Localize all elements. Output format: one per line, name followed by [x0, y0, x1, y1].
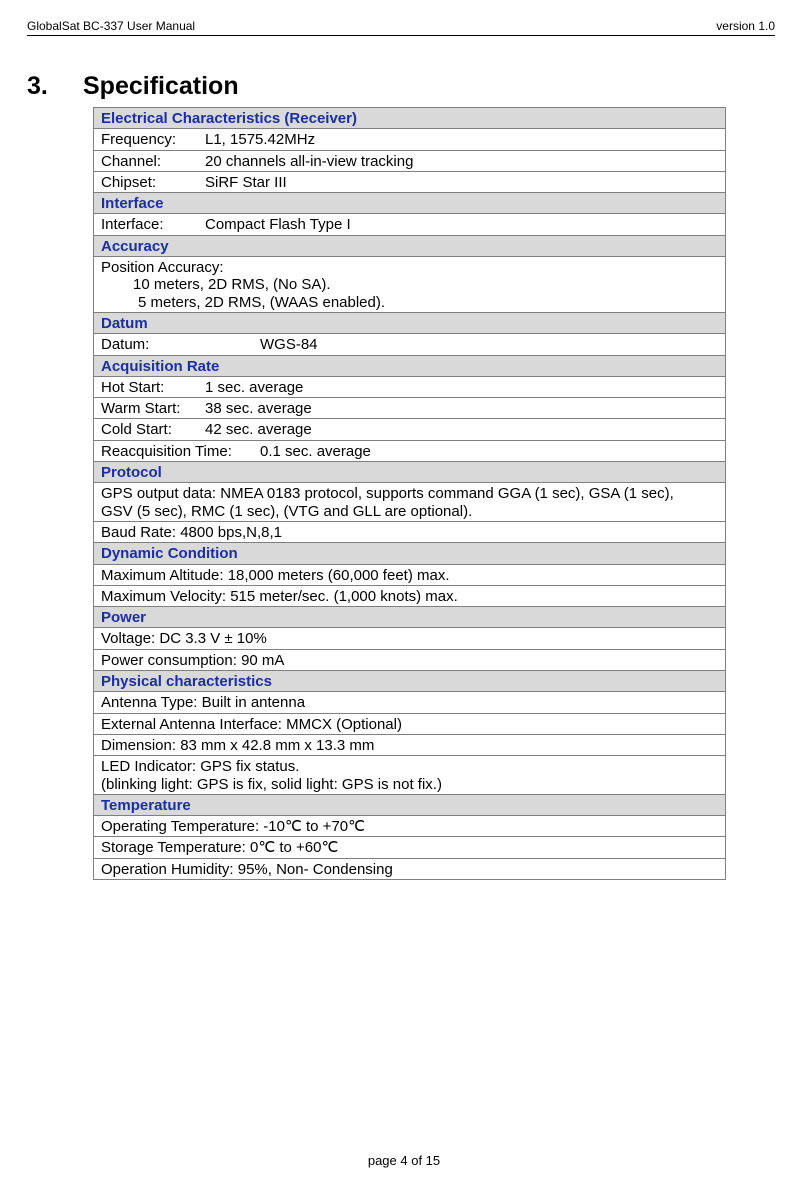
section-row-electrical — [94, 108, 726, 129]
section-heading — [27, 72, 239, 101]
spec-label: Warm Start: — [101, 400, 181, 418]
page-number: page 4 of 15 — [367, 1153, 441, 1168]
spec-row-frequency — [94, 129, 726, 150]
page-header — [27, 18, 775, 36]
spec-row-gps-output — [94, 483, 726, 522]
spec-row-external-antenna — [94, 713, 726, 734]
spec-label: Interface: — [101, 216, 164, 234]
section-label: Electrical Characteristics (Receiver) — [94, 108, 726, 129]
section-label: Accuracy — [94, 235, 726, 256]
spec-row-consumption — [94, 649, 726, 670]
spec-value: 1 sec. average — [205, 378, 304, 396]
spec-value: 10 meters, 2D RMS, (No SA). — [133, 276, 331, 294]
section-label: Physical characteristics — [94, 671, 726, 692]
section-row-physical — [94, 671, 726, 692]
spec-text: Voltage: DC 3.3 V ± 10% — [94, 628, 726, 649]
spec-text: GSV (5 sec), RMC (1 sec), (VTG and GLL are optional). — [101, 502, 473, 520]
spec-row-storage-temperature — [94, 837, 726, 858]
spec-value: 5 meters, 2D RMS, (WAAS enabled). — [138, 293, 386, 311]
section-row-interface — [94, 193, 726, 214]
spec-row-operating-temperature — [94, 816, 726, 837]
section-label: Datum — [94, 312, 726, 333]
spec-row-altitude — [94, 564, 726, 585]
spec-text: (blinking light: GPS is fix, solid light: GPS is not fix.) — [101, 775, 442, 793]
spec-text: Operating Temperature: -10℃ to +70℃ — [94, 816, 726, 837]
section-label: Interface — [94, 193, 726, 214]
spec-row-cold-start — [94, 419, 726, 440]
spec-label: Cold Start: — [101, 421, 172, 439]
section-row-acquisition — [94, 355, 726, 376]
spec-row-chipset — [94, 171, 726, 192]
section-number: 3. — [27, 72, 48, 100]
spec-value: 38 sec. average — [205, 400, 312, 418]
spec-label: Reacquisition Time: — [101, 442, 232, 460]
section-label: Power — [94, 607, 726, 628]
spec-text: Maximum Altitude: 18,000 meters (60,000 feet) max. — [94, 564, 726, 585]
spec-text: Storage Temperature: 0℃ to +60℃ — [94, 837, 726, 858]
spec-row-dimension — [94, 734, 726, 755]
section-row-dynamic — [94, 543, 726, 564]
spec-text: Baud Rate: 4800 bps,N,8,1 — [94, 521, 726, 542]
spec-text: Power consumption: 90 mA — [94, 649, 726, 670]
spec-text: Operation Humidity: 95%, Non- Condensing — [94, 858, 726, 879]
specification-table — [93, 107, 726, 880]
spec-row-accuracy — [94, 257, 726, 313]
spec-label: Hot Start: — [101, 378, 165, 396]
section-row-accuracy — [94, 235, 726, 256]
spec-row-interface — [94, 214, 726, 235]
section-title: Specification — [83, 72, 239, 100]
spec-row-reacquisition — [94, 440, 726, 461]
spec-value: 20 channels all-in-view tracking — [205, 152, 414, 170]
spec-value: 42 sec. average — [205, 421, 312, 439]
section-label: Protocol — [94, 462, 726, 483]
spec-label: Chipset: — [101, 173, 157, 191]
spec-value: L1, 1575.42MHz — [205, 131, 316, 149]
spec-value: WGS-84 — [260, 336, 318, 354]
spec-text: LED Indicator: GPS fix status. — [101, 758, 300, 776]
section-label: Temperature — [94, 794, 726, 815]
spec-text: Maximum Velocity: 515 meter/sec. (1,000 knots) max. — [94, 585, 726, 606]
spec-row-antenna — [94, 692, 726, 713]
spec-text: Dimension: 83 mm x 42.8 mm x 13.3 mm — [94, 734, 726, 755]
spec-value: 0.1 sec. average — [260, 442, 371, 460]
spec-text: GPS output data: NMEA 0183 protocol, supports command GGA (1 sec), GSA (1 sec), — [101, 485, 674, 503]
section-row-datum — [94, 312, 726, 333]
spec-label: Channel: — [101, 152, 162, 170]
section-row-temperature — [94, 794, 726, 815]
spec-row-velocity — [94, 585, 726, 606]
spec-label: Position Accuracy: — [101, 259, 224, 277]
spec-text: Antenna Type: Built in antenna — [94, 692, 726, 713]
spec-row-hot-start — [94, 376, 726, 397]
spec-row-led — [94, 756, 726, 795]
spec-label: Frequency: — [101, 131, 177, 149]
section-label: Dynamic Condition — [94, 543, 726, 564]
spec-row-channel — [94, 150, 726, 171]
section-label: Acquisition Rate — [94, 355, 726, 376]
spec-value: SiRF Star III — [205, 173, 287, 191]
spec-row-baud — [94, 521, 726, 542]
header-title: GlobalSat BC-337 User Manual — [27, 19, 196, 33]
spec-row-humidity — [94, 858, 726, 879]
header-version: version 1.0 — [716, 19, 775, 33]
section-row-protocol — [94, 462, 726, 483]
spec-row-voltage — [94, 628, 726, 649]
spec-value: Compact Flash Type I — [205, 216, 351, 234]
spec-label: Datum: — [101, 336, 150, 354]
spec-row-datum — [94, 334, 726, 355]
section-row-power — [94, 607, 726, 628]
spec-text: External Antenna Interface: MMCX (Optional) — [94, 713, 726, 734]
spec-row-warm-start — [94, 398, 726, 419]
